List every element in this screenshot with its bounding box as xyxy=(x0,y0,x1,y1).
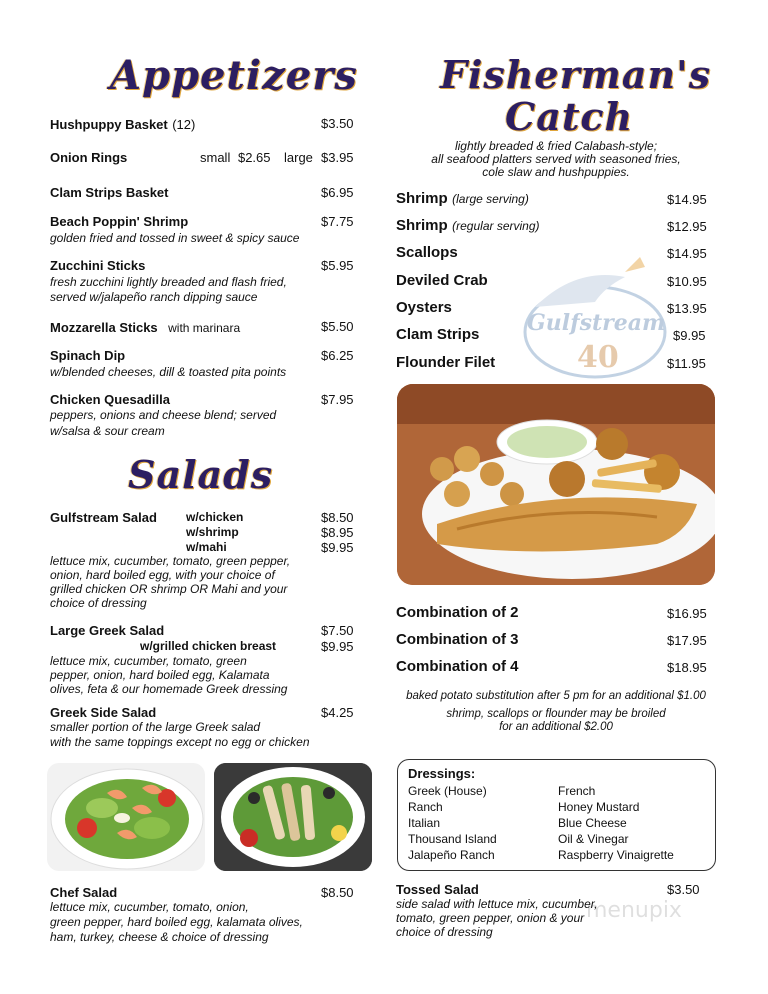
item-name: Onion Rings xyxy=(50,150,128,165)
potato-note: baked potato substitution after 5 pm for an additional $1.00 xyxy=(406,690,706,702)
item-name: Shrimp xyxy=(396,190,448,207)
item-name: Clam Strips Basket xyxy=(50,185,169,200)
item-size-small xyxy=(200,150,271,165)
item-price: $9.95 xyxy=(673,328,706,343)
dressings-right-list xyxy=(558,783,674,863)
dressing-item: Honey Mustard xyxy=(558,800,640,814)
item-name: Beach Poppin' Shrimp xyxy=(50,214,189,229)
seafood-platter-photo xyxy=(397,384,715,585)
menu-item-hushpuppy xyxy=(50,116,195,134)
item-desc: lettuce mix, cucumber, tomato, green xyxy=(50,654,247,668)
item-qty: (12) xyxy=(172,117,196,132)
item-desc: choice of dressing xyxy=(396,925,493,939)
salads-title: Salads xyxy=(128,452,274,497)
dressings-box xyxy=(397,759,716,871)
item-price: $5.50 xyxy=(321,319,354,334)
size-price: $2.65 xyxy=(237,150,271,165)
item-price: $11.95 xyxy=(667,356,706,371)
item-price: $9.95 xyxy=(321,639,354,654)
item-desc: smaller portion of the large Greek salad xyxy=(50,720,261,734)
item-price: $8.50 xyxy=(321,885,354,900)
subtitle-line: lightly breaded & fried Calabash-style; xyxy=(454,139,658,153)
item-price: $7.50 xyxy=(321,623,354,638)
menupix-watermark: menupix xyxy=(586,898,682,923)
item-price: $3.50 xyxy=(667,882,700,897)
item-desc: served w/jalapeño ranch dipping sauce xyxy=(50,290,258,304)
dressing-item: French xyxy=(558,784,596,798)
item-price: $13.95 xyxy=(667,301,707,316)
item-note: (large serving) xyxy=(452,192,529,206)
logo-text: Gulfstream xyxy=(527,310,666,336)
item-desc: green pepper, hard boiled egg, kalamata olives, xyxy=(50,915,303,929)
item-name: Scallops xyxy=(396,244,458,261)
broil-note xyxy=(396,708,716,734)
item-price: $6.25 xyxy=(321,348,354,363)
item-name: Mozzarella Sticks xyxy=(50,320,158,335)
item-desc: side salad with lettuce mix, cucumber, xyxy=(396,897,598,911)
item-price: $12.95 xyxy=(667,219,707,234)
note-line: for an additional $2.00 xyxy=(499,721,613,733)
dressings-left-list xyxy=(408,783,497,863)
item-price: $4.25 xyxy=(321,705,354,720)
item-name: Spinach Dip xyxy=(50,348,126,363)
dressing-item: Italian xyxy=(408,816,441,830)
item-desc: pepper, onion, hard boiled egg, Kalamata xyxy=(50,668,270,682)
item-desc: lettuce mix, cucumber, tomato, green pepper, xyxy=(50,554,291,568)
dressing-item: Greek (House) xyxy=(408,784,487,798)
combo-price: $17.95 xyxy=(667,633,707,648)
subtitle-line: cole slaw and hushpuppies. xyxy=(482,165,630,179)
item-name: Chef Salad xyxy=(50,885,118,900)
item-price: $14.95 xyxy=(667,246,707,261)
item-desc: olives, feta & our homemade Greek dressing xyxy=(50,682,288,696)
item-desc: w/blended cheeses, dill & toasted pita points xyxy=(50,365,287,379)
dressing-item: Raspberry Vinaigrette xyxy=(558,848,674,862)
item-price: $8.50 xyxy=(321,510,354,525)
gulfstream-logo xyxy=(515,252,675,382)
note-line: shrimp, scallops or flounder may be broiled xyxy=(446,708,666,720)
seafood-platter-image xyxy=(397,384,715,585)
item-price: $5.95 xyxy=(321,258,354,273)
dressing-item: Ranch xyxy=(408,800,443,814)
item-name: Tossed Salad xyxy=(396,882,479,897)
combo-price: $18.95 xyxy=(667,660,707,675)
menu-item-mozzarella xyxy=(50,319,240,337)
option-label: w/chicken xyxy=(186,510,244,524)
item-extra: with marinara xyxy=(168,321,241,335)
item-desc: fresh zucchini lightly breaded and flash fried, xyxy=(50,275,287,289)
item-desc: tomato, green pepper, onion & your xyxy=(396,911,585,925)
item-price: $9.95 xyxy=(321,540,354,555)
option-label: w/grilled chicken breast xyxy=(140,639,277,653)
subtitle-line: all seafood platters served with seasoned fries, xyxy=(431,152,681,166)
item-price: $10.95 xyxy=(667,274,707,289)
item-desc: onion, hard boiled egg, with your choice of xyxy=(50,568,275,582)
item-name: Gulfstream Salad xyxy=(50,510,157,525)
item-price: $3.50 xyxy=(321,116,354,131)
item-desc: peppers, onions and cheese blend; served xyxy=(50,408,277,422)
size-label: small xyxy=(200,150,231,165)
dressing-item: Thousand Island xyxy=(408,832,497,846)
dressing-item: Blue Cheese xyxy=(558,816,627,830)
shrimp-salad-photo xyxy=(47,763,205,871)
shrimp-salad-image xyxy=(47,763,205,871)
catch-title-line1: Fisherman's xyxy=(440,52,712,97)
item-price: $7.75 xyxy=(321,214,354,229)
appetizers-title: Appetizers xyxy=(110,52,358,99)
item-name: Oysters xyxy=(396,299,452,316)
chicken-salad-image xyxy=(214,763,372,871)
option-label: w/mahi xyxy=(186,540,227,554)
chicken-salad-photo xyxy=(214,763,372,871)
item-name: Clam Strips xyxy=(396,326,480,343)
item-note: (regular serving) xyxy=(452,219,540,233)
item-name: Large Greek Salad xyxy=(50,623,165,638)
item-desc: grilled chicken OR shrimp OR Mahi and your xyxy=(50,582,288,596)
item-desc: lettuce mix, cucumber, tomato, onion, xyxy=(50,900,249,914)
logo-number: 40 xyxy=(577,340,619,375)
item-name: Flounder Filet xyxy=(396,354,496,371)
dressing-item: Oil & Vinegar xyxy=(558,832,629,846)
item-desc: with the same toppings except no egg or chicken xyxy=(50,735,310,749)
item-desc: ham, turkey, cheese & choice of dressing xyxy=(50,930,269,944)
catch-subtitle xyxy=(396,140,716,179)
combo-name: Combination of 3 xyxy=(396,631,519,648)
item-name: Deviled Crab xyxy=(396,272,488,289)
item-price: $6.95 xyxy=(321,185,354,200)
item-price: $8.95 xyxy=(321,525,354,540)
item-price: $14.95 xyxy=(667,192,707,207)
item-size-large: large xyxy=(284,150,313,165)
item-name: Hushpuppy Basket xyxy=(50,117,168,132)
item-desc: choice of dressing xyxy=(50,596,147,610)
item-price: $3.95 xyxy=(321,150,354,165)
item-desc: golden fried and tossed in sweet & spicy sauce xyxy=(50,231,300,245)
combo-price: $16.95 xyxy=(667,606,707,621)
item-name: Shrimp xyxy=(396,217,448,234)
item-name: Greek Side Salad xyxy=(50,705,157,720)
catch-title-line2: Catch xyxy=(505,94,634,139)
item-desc: w/salsa & sour cream xyxy=(50,424,165,438)
combo-name: Combination of 2 xyxy=(396,604,519,621)
item-price: $7.95 xyxy=(321,392,354,407)
catch-item-shrimp-large xyxy=(396,190,529,208)
combo-name: Combination of 4 xyxy=(396,658,519,675)
option-label: w/shrimp xyxy=(186,525,239,539)
item-name: Chicken Quesadilla xyxy=(50,392,170,407)
dressings-title: Dressings: xyxy=(408,766,476,781)
item-name: Zucchini Sticks xyxy=(50,258,146,273)
dressing-item: Jalapeño Ranch xyxy=(408,848,495,862)
catch-item-shrimp-regular xyxy=(396,217,540,235)
